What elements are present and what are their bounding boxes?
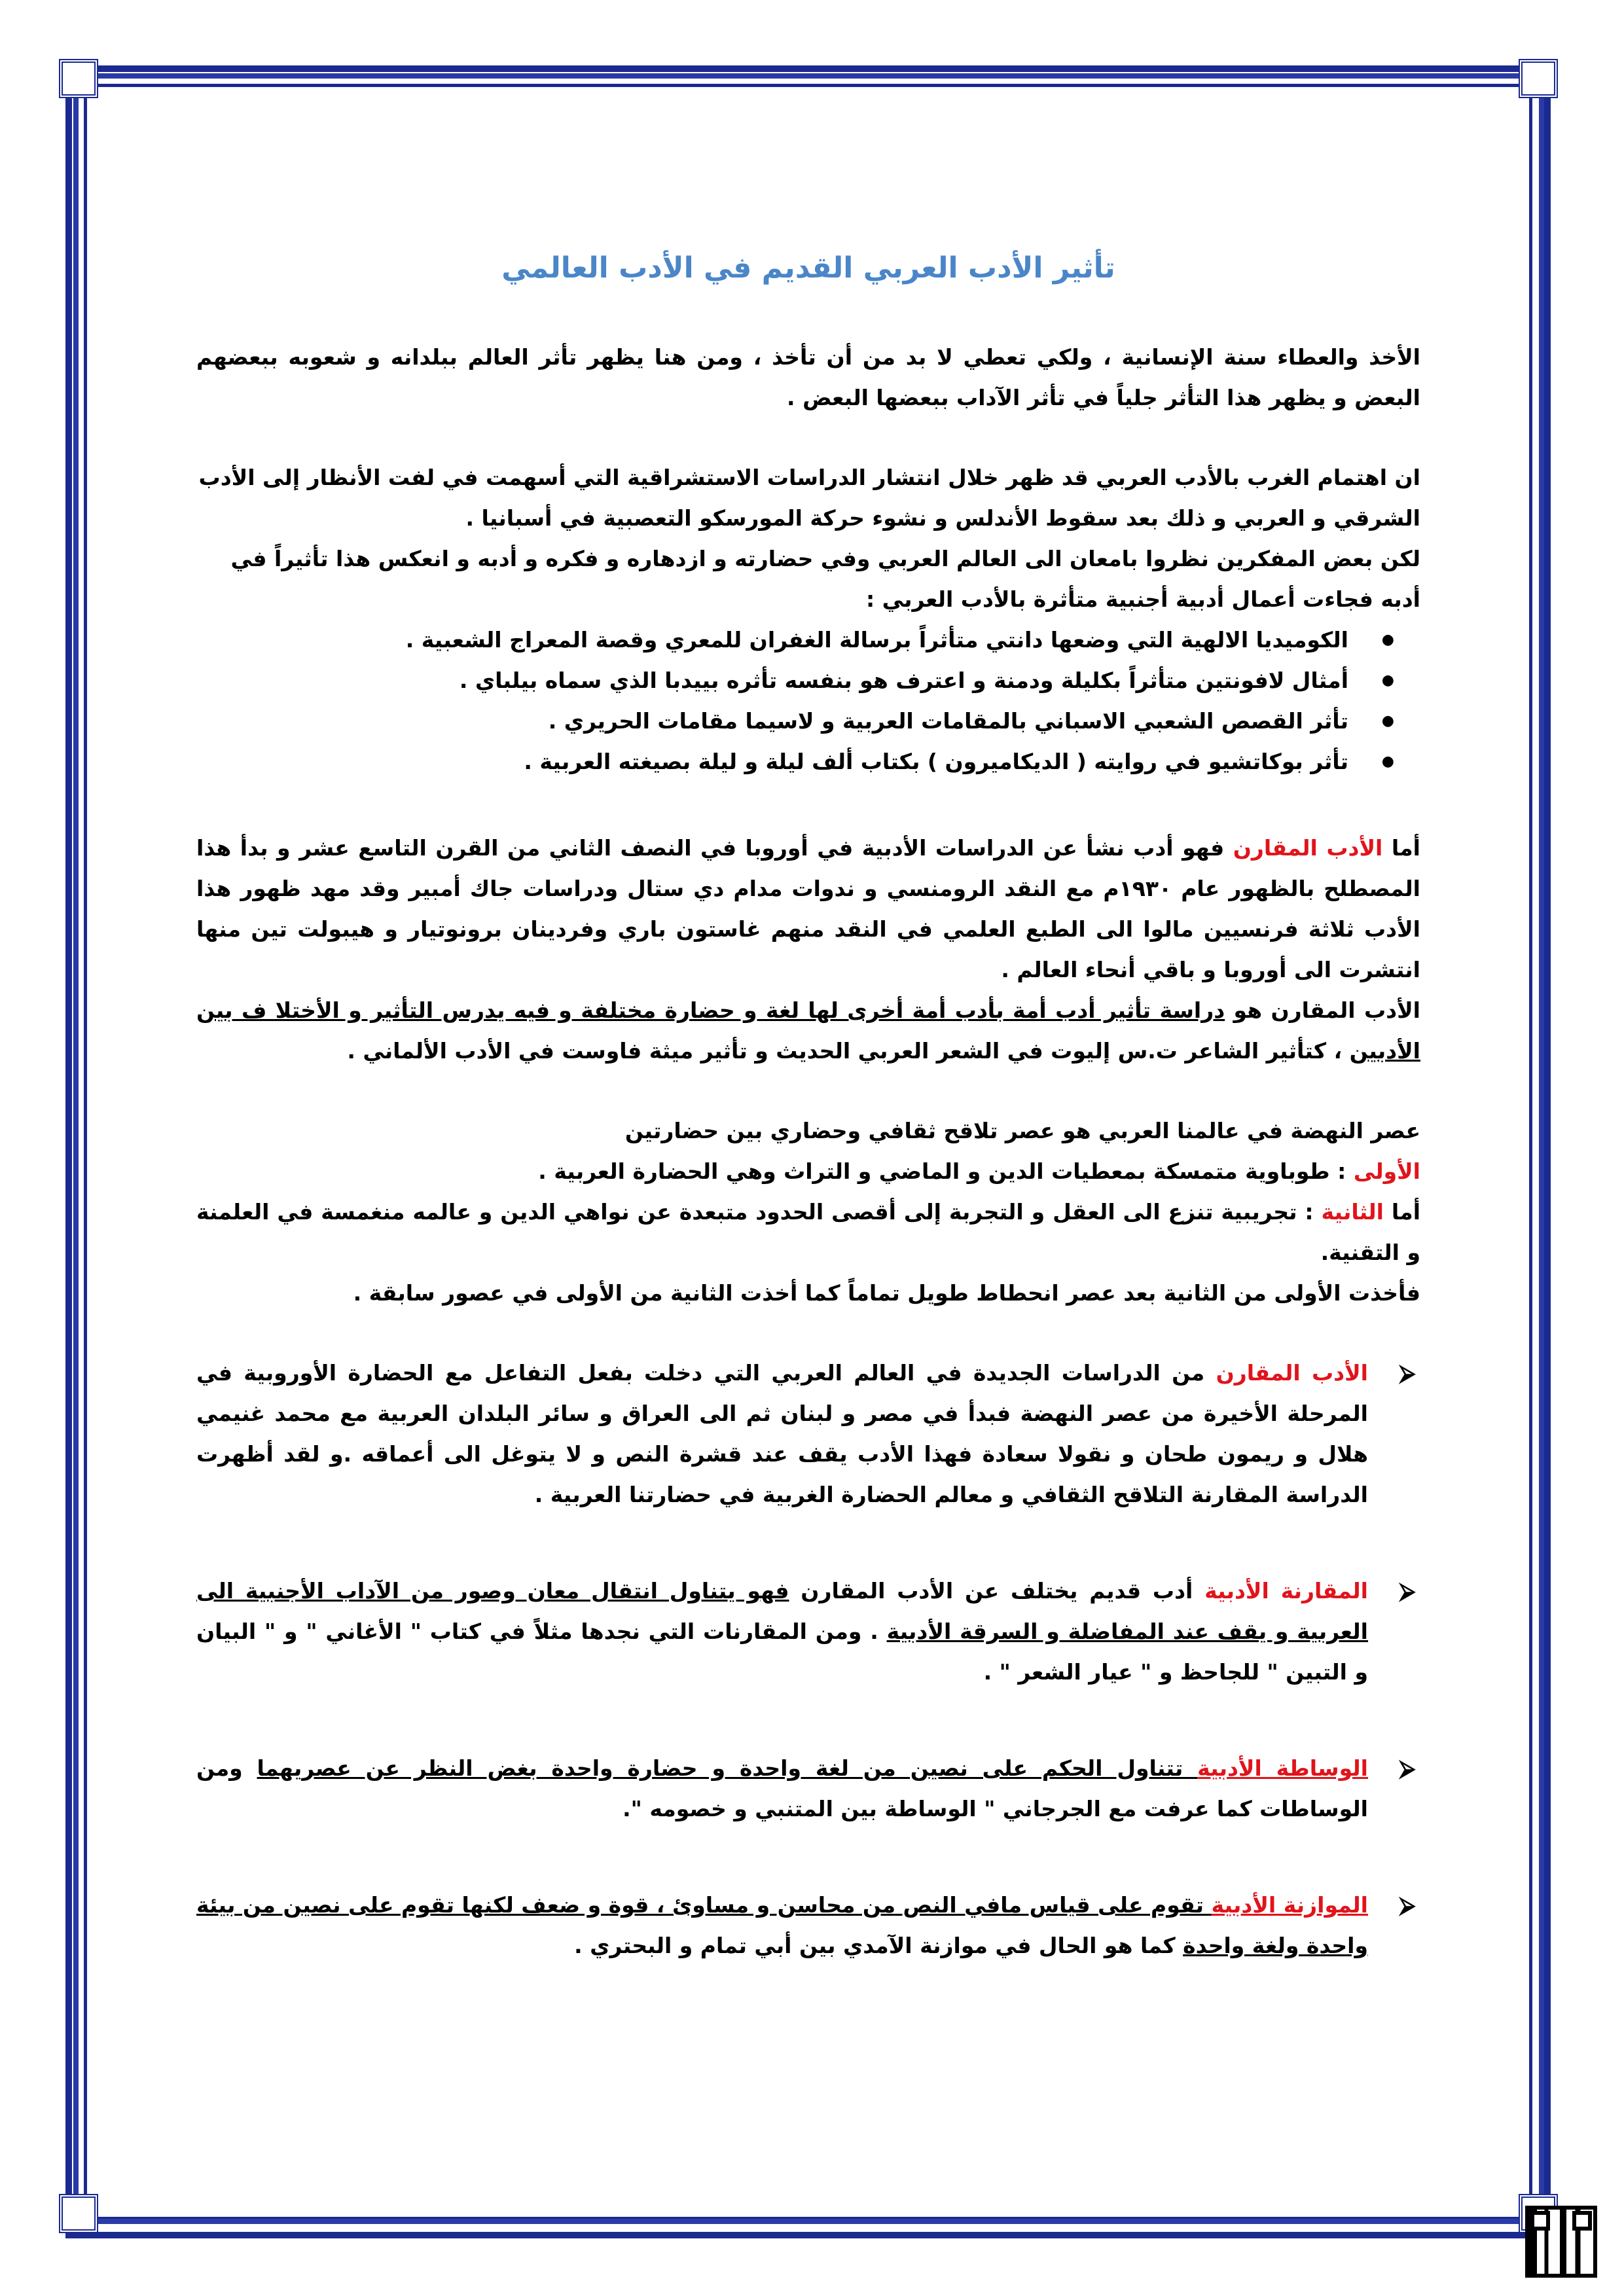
west-interest-p1: ان اهتمام الغرب بالأدب العربي قد ظهر خلال انتشار الدراسات الاستشراقية التي أسهمت في لفت الأنظار إلى الأدب الشرقي و العربي و ذلك بعد سقوط الأندلس و نشوء حركة المورسكو التعصبية في أسبانيا . [198,465,1420,531]
item-label: الموازنة الأدبية [1211,1892,1368,1918]
item-label: المقارنة الأدبية [1204,1578,1368,1604]
arrow-bullet-icon: ⮚ [1399,1578,1415,1604]
frame-corner-top-right [1519,59,1558,98]
item-text-b: كما هو الحال في موازنة الآمدي بين أبي تمام و البحتري . [574,1933,1183,1958]
item-text-underlined: تقوم على قياس مافي النص من محاسن و مساوئ ، قوة و ضعف لكنها تقوم على نصين من بيئة واحدة ولغة واحدة [196,1892,1368,1958]
renaissance-conclusion: فأخذت الأولى من الثانية بعد عصر انحطاط طويل تماماً كما أخذت الثانية من الأولى في عصور سابقة . [353,1280,1420,1306]
qr-code-icon [1525,2206,1597,2278]
frame-corner-top-left [59,59,98,98]
item-text: من الدراسات الجديدة في العالم العربي التي دخلت بفعل التفاعل مع الحضارة الأوروبية في المرحلة الأخيرة من عصر النهضة فبدأ في مصر و لبنان ثم الى العراق و سائر البلدان العربية مع محمد غنيمي هلال و ريمون طحان و نقولا سعادة فهذا الأدب يقف عند قشرة النص و لا يتوغل الى أعماقه .و لقد أظهرت الدراسة المقارنة التلاقح الثقافي و معالم الحضارة الغربية في حضارتنا العربية . [196,1360,1368,1507]
item-text-a: أدب قديم يختلف عن الأدب المقارن [789,1578,1205,1604]
definition-end: ، كتأثير الشاعر ت.س إليوت في الشعر العربي الحديث و تأثير ميثة فاوست في الأدب الألماني . [347,1038,1350,1064]
comparative-term: الأدب المقارن [1233,835,1383,861]
item-label: الأدب المقارن [1216,1360,1368,1386]
comparative-section [196,828,1420,1071]
renaissance-section [196,1111,1420,1314]
frame-left-strip [73,72,79,2232]
item-text-underlined: تتناول الحكم على نصين من لغة واحدة و حضارة واحدة بغض النظر عن عصريهما [257,1755,1198,1781]
item-label: الوساطة الأدبية [1197,1755,1368,1781]
document-body [196,223,1420,2022]
list-item: ● أمثال لافونتين متأثراً بكليلة ودمنة و اعترف هو بنفسه تأثره بييدبا الذي سماه بيلباي . [196,660,1348,701]
comparative-definition [196,990,1420,1071]
list-item: ● تأثر القصص الشعبي الاسباني بالمقامات العربية و لاسيما مقامات الحريري . [196,701,1348,742]
frame-right-strip [1539,72,1544,2232]
item-text-b: . ومن المقارنات التي نجدها مثلاً في كتاب " الأغاني " و " البيان و التبين " للجاحظ و " عيار الشعر " . [196,1619,1368,1685]
page-title: تأثير الأدب العربي القديم في الأدب العالمي [501,251,1115,285]
item-text-b: ومن الوساطات كما عرفت مع الجرجاني " الوساطة بين المتنبي و خصومه ". [196,1755,1368,1821]
comparative-p1-text: فهو أدب نشأ عن الدراسات الأدبية في أوروبا في النصف الثاني من القرن التاسع عشر و بدأ هذا المصطلح بالظهور عام ١٩٣٠م مع النقد الرومنسي و ندوات مدام دي ستال ودراسات جاك أمبير وقد مهد ظهور هذا الأدب ثلاثة فرنسيين مالوا الى الطبع العلمي في النقد منهم غاستون باري وفردينان برونوتيار و هيبولت تين منها انتشرت الى أوروبا و باقي أنحاء العالم . [196,835,1420,982]
comparative-p1 [196,828,1420,990]
second-text: : تجريبية تنزع الى العقل و التجربة إلى أقصى الحدود متبعدة عن نواهي الدين و عالمه منغمسة في العلمنة و التقنية. [196,1199,1420,1265]
renaissance-first [196,1151,1420,1192]
intro-paragraph: الأخذ والعطاء سنة الإنسانية ، ولكي تعطي لا بد من أن تأخذ ، ومن هنا يظهر تأثر العالم ببلدانه و شعوبه ببعضهم البعض و يظهر هذا التأثر جلياً في تأثر الآداب ببعضها البعض . [196,344,1420,410]
renaissance-intro: عصر النهضة في عالمنا العربي هو عصر تلاقح ثقافي وحضاري بين حضارتين [624,1118,1420,1143]
influence-list [196,620,1420,782]
comparative-lead-intro: أما [1382,835,1420,861]
second-prefix: أما [1383,1199,1421,1225]
frame-corner-bottom-left [59,2194,98,2233]
arrow-item-literary-comparison [196,1571,1420,1693]
frame-top-strip [72,73,1544,79]
renaissance-second [196,1192,1420,1273]
arrow-bullet-icon: ⮚ [1399,1755,1415,1782]
frame-bottom-strip [72,2219,1544,2224]
second-label: الثانية [1321,1199,1384,1225]
definition-underlined: دراسة تأثير أدب أمة بأدب أمة أخرى لها لغة و حضارة مختلفة و فيه يدرس التأثير و الأختلا ف بين الأدبين [196,997,1420,1064]
arrow-bullet-icon: ⮚ [1399,1892,1415,1918]
arrow-item-literary-mediation [196,1748,1420,1829]
first-label: الأولى [1353,1158,1420,1184]
definition-start: الأدب المقارن هو [1225,997,1420,1023]
arrow-item-literary-balance [196,1885,1420,1966]
list-item: ● الكوميديا الالهية التي وضعها دانتي متأثراً برسالة الغفران للمعري وقصة المعراج الشعبية . [196,620,1348,660]
west-interest-section [196,457,1420,782]
list-item: ● تأثر بوكاتشيو في روايته ( الديكاميرون ) بكتاب ألف ليلة و ليلة بصيغته العربية . [196,742,1348,782]
arrow-bullet-icon: ⮚ [1399,1360,1415,1386]
first-text: : طوباوية متمسكة بمعطيات الدين و الماضي و التراث وهي الحضارة العربية . [538,1158,1354,1184]
west-interest-p2: لكن بعض المفكرين نظروا بامعان الى العالم العربي وفي حضارته و ازدهاره و فكره و أدبه و انعكس هذا تأثيراً في أدبه فجاءت أعمال أدبية أجنبية متأثرة بالأدب العربي : [230,546,1420,612]
item-text-underlined: فهو يتناول انتقال معان وصور من الآداب الأجنبية الى العربية و يقف عند المفاضلة و السرقة الأدبية [196,1578,1368,1644]
arrow-item-comparative-literature [196,1353,1420,1515]
